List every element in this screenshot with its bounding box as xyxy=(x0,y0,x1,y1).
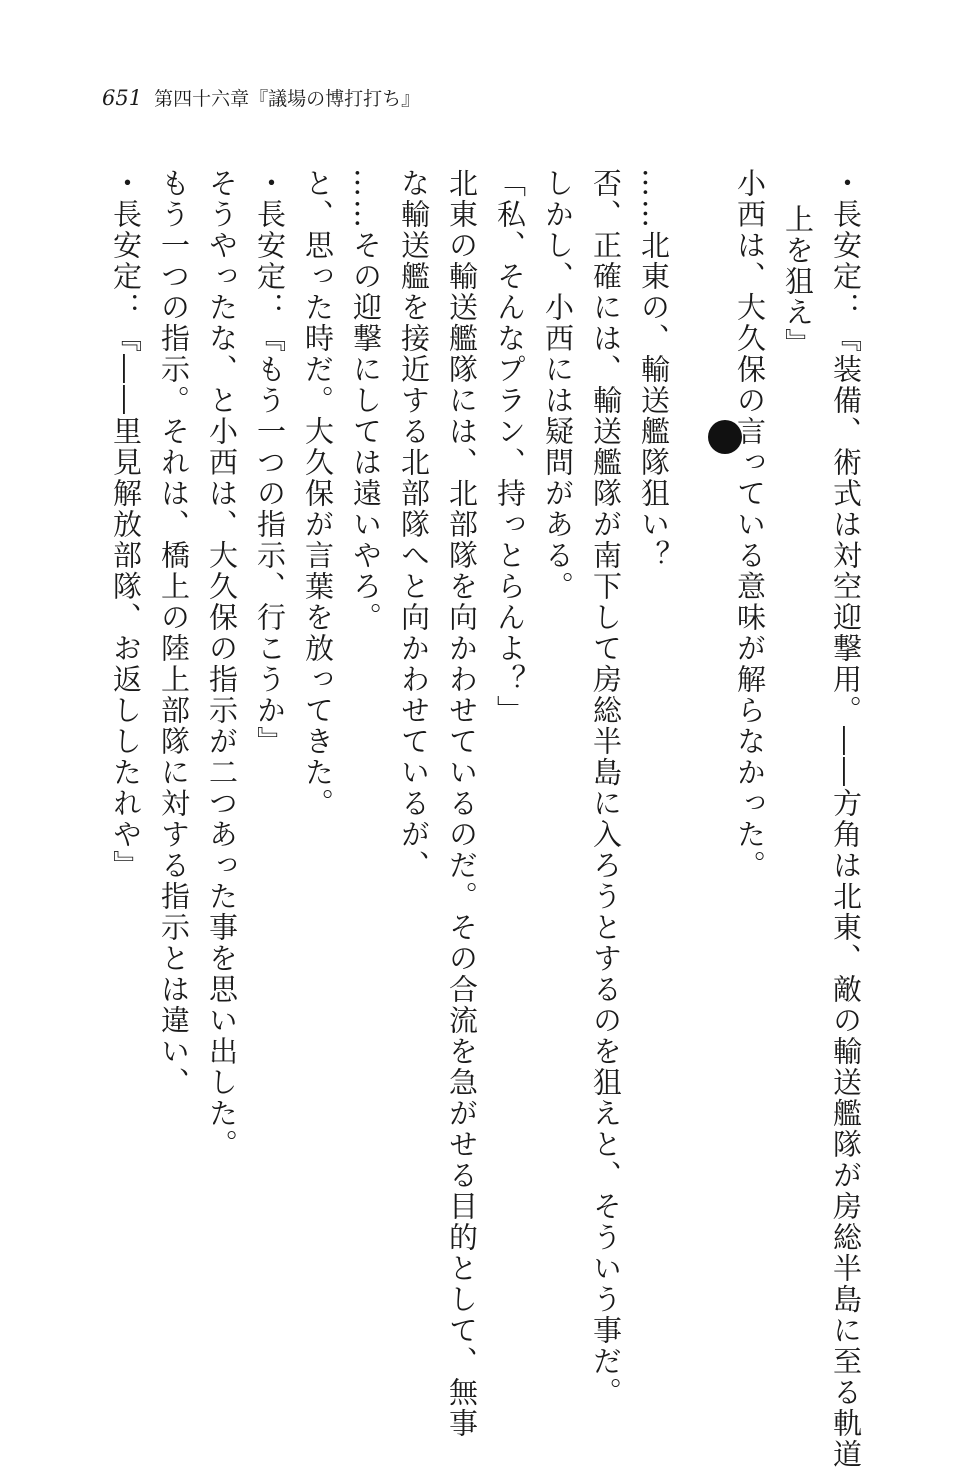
text-column: しかし、小西には疑問がある。 xyxy=(541,168,575,602)
text-column: もう一つの指示。それは、橋上の陸上部隊に対する指示とは違い、 xyxy=(157,168,191,1098)
text-column: 否、正確には、輸送艦隊が南下して房総半島に入ろうとするのを狙えと、そういう事だ。 xyxy=(589,168,623,1408)
vertical-body-text xyxy=(98,168,870,1470)
page-number: 651 xyxy=(102,86,143,110)
text-column: 北東の輸送艦隊には、北部隊を向かわせているのだ。その合流を急がせる目的として、無事 xyxy=(445,168,479,1439)
text-column: ……その迎撃にしては遠いやろ。 xyxy=(349,168,383,633)
text-column: な輸送艦を接近する北部隊へと向かわせているが、 xyxy=(397,168,431,881)
running-header xyxy=(102,86,420,111)
text-column: ・長安定：『もう一つの指示、行こうか』 xyxy=(253,168,287,757)
text-column: と、思った時だ。大久保が言葉を放ってきた。 xyxy=(301,168,335,819)
text-column: ・長安定：『装備、術式は対空迎撃用。――方角は北東、敵の輸送艦隊が房総半島に至る軌道 xyxy=(829,168,863,1470)
chapter-title: 第四十六章『議場の博打打ち』 xyxy=(154,88,421,110)
text-column: そうやったな、と小西は、大久保の指示が二つあった事を思い出した。 xyxy=(205,168,239,1160)
text-column: 上を狙え』 xyxy=(781,204,815,359)
text-column: 「私、そんなプラン、持っとらんよ？」 xyxy=(493,168,527,726)
text-column: ……北東の、輸送艦隊狙い？ xyxy=(637,168,671,571)
text-column: 小西は、大久保の言っている意味が解らなかった。 xyxy=(733,168,767,881)
text-column: ・長安定：『――里見解放部隊、お返ししたれや』 xyxy=(109,168,143,881)
